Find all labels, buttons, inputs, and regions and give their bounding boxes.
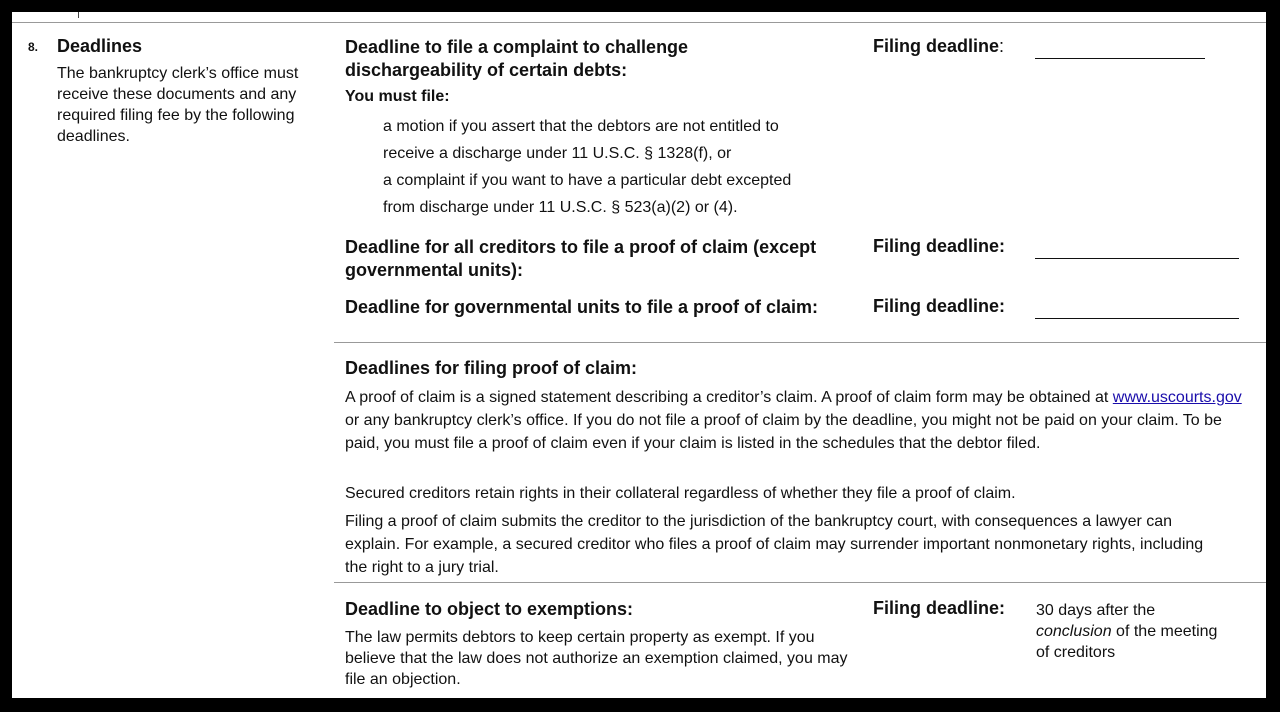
divider-proof-of-claim xyxy=(334,342,1266,343)
you-must-file-label: You must file: xyxy=(345,88,450,105)
governmental-filing-blank[interactable] xyxy=(1035,296,1239,319)
all-creditors-heading: Deadline for all creditors to file a proof of claim (except governmental units): xyxy=(345,237,817,280)
proof-of-claim-heading: Deadlines for filing proof of claim: xyxy=(345,358,638,378)
governmental-heading: Deadline for governmental units to file a proof of claim: xyxy=(345,297,819,317)
top-tick xyxy=(78,12,79,18)
dischargeability-line-4: from discharge under 11 U.S.C. § 523(a)(2) or (4). xyxy=(383,199,738,216)
section-title: Deadlines xyxy=(57,36,143,56)
proof-of-claim-paragraph-1: A proof of claim is a signed statement describing a creditor’s claim. A proof of claim form may be obtained at www.uscourts.gov or any bankruptcy clerk’s office. If you do not file a proof of claim by the deadline, you might not be paid on your claim. To be paid, you must file a proof of claim even if your claim is listed in the schedules that the debtor filed. xyxy=(345,389,1242,452)
exemptions-body: The law permits debtors to keep certain property as exempt. If you believe that the law does not authorize an exemption claimed, you may file an objection. xyxy=(345,629,848,688)
dischargeability-line-1: a motion if you assert that the debtors are not entitled to xyxy=(383,118,779,135)
all-creditors-filing-label: Filing deadline: xyxy=(873,236,1006,256)
dischargeability-filing-blank[interactable] xyxy=(1035,36,1205,59)
dischargeability-heading: Deadline to file a complaint to challenge dischargeability of certain debts: xyxy=(345,37,689,80)
exemptions-filing-value: 30 days after the conclusion of the meeting of creditors xyxy=(1036,602,1218,661)
divider-exemptions xyxy=(334,582,1266,583)
section-description: The bankruptcy clerk’s office must receive these documents and any required filing fee by the following deadlines. xyxy=(57,65,299,145)
governmental-filing-label: Filing deadline: xyxy=(873,296,1006,316)
proof-of-claim-paragraph-2: Secured creditors retain rights in their collateral regardless of whether they file a proof of claim. xyxy=(345,485,1016,502)
uscourts-link[interactable]: www.uscourts.gov xyxy=(1112,389,1242,406)
top-divider xyxy=(12,22,1266,23)
exemptions-heading: Deadline to object to exemptions: xyxy=(345,599,634,619)
section-number: 8. xyxy=(28,40,39,54)
dischargeability-filing-label: Filing deadline: xyxy=(873,36,1005,56)
all-creditors-filing-blank[interactable] xyxy=(1035,236,1239,259)
dischargeability-line-2: receive a discharge under 11 U.S.C. § 1328(f), or xyxy=(383,145,732,162)
form-page xyxy=(12,12,1266,698)
proof-of-claim-paragraph-3: Filing a proof of claim submits the creditor to the jurisdiction of the bankruptcy court, with consequences a lawyer can explain. For example, a secured creditor who files a proof of claim may surrender important nonmonetary rights, including the right to a jury trial. xyxy=(345,513,1204,576)
dischargeability-line-3: a complaint if you want to have a particular debt excepted xyxy=(383,172,792,189)
dischargeability-list xyxy=(383,113,863,221)
exemptions-filing-label: Filing deadline: xyxy=(873,598,1006,618)
